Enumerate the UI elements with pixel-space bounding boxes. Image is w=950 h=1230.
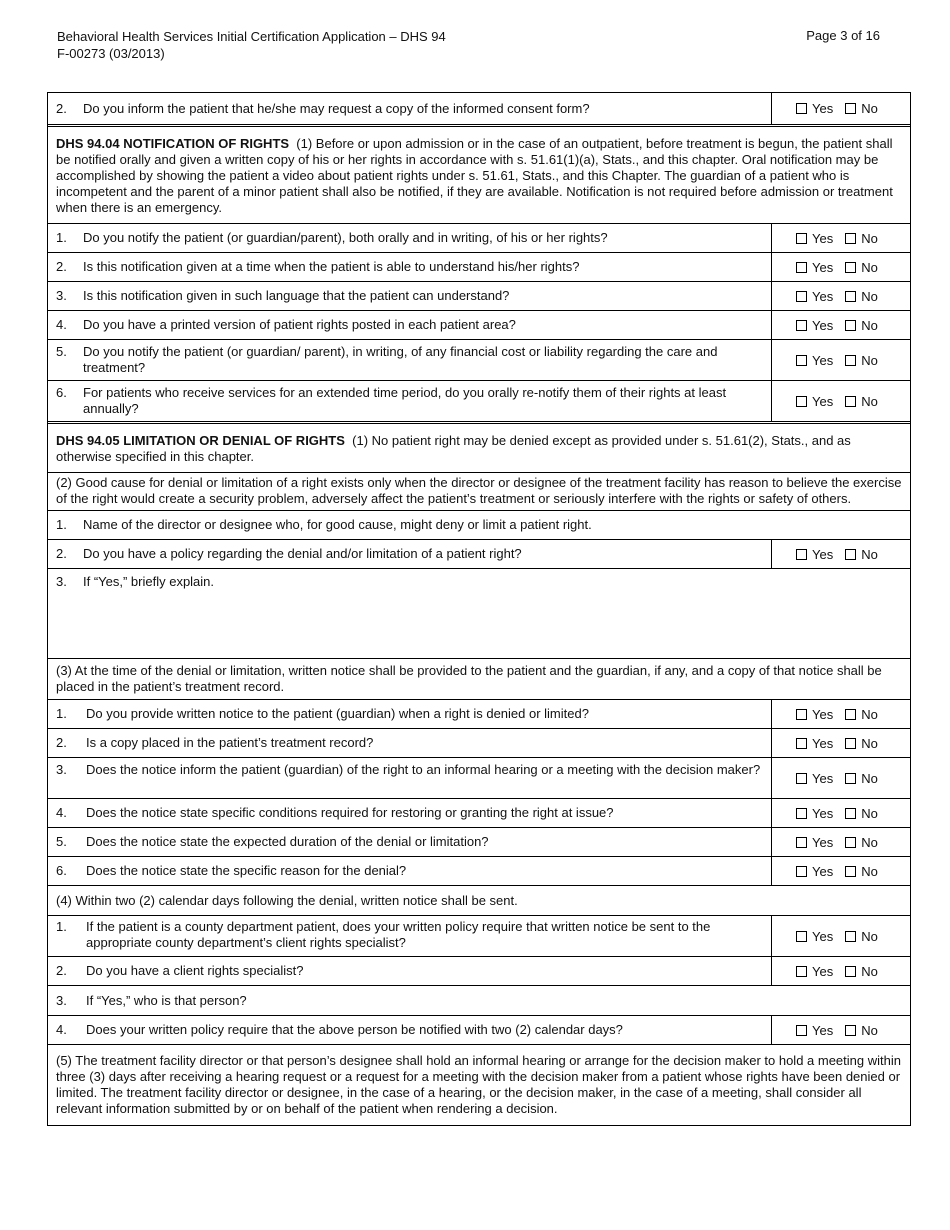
no-checkbox[interactable] xyxy=(845,396,856,407)
no-checkbox[interactable] xyxy=(845,773,856,784)
yes-checkbox[interactable] xyxy=(796,837,807,848)
page-header xyxy=(57,28,446,62)
no-option[interactable]: No xyxy=(845,231,878,246)
no-checkbox[interactable] xyxy=(845,1025,856,1036)
no-checkbox[interactable] xyxy=(845,738,856,749)
no-checkbox[interactable] xyxy=(845,549,856,560)
section-intro: DHS 94.04 NOTIFICATION OF RIGHTS (1) Before or upon admission or in the case of an outpatient, before treatment is begun, the patient shall be notified orally and given a written copy of his or her rights in accordance with s. 51.61(1)(a), Stats., and this chapter. Oral notification may be accomplished by showing the patient a video about patient rights under s. 51.61, Stats., and this Chapter. The guardian of a patient who is incompetent and the parent of a minor patient shall also be notified, if they are available. Notification is not required before admission or treatment when there is an emergency. xyxy=(48,127,910,224)
yes-no-cell xyxy=(771,93,910,124)
page-number: Page 3 of 16 xyxy=(806,28,880,43)
paragraph-row: (3) At the time of the denial or limitation, written notice shall be provided to the patient and the guardian, if any, and a copy of that notice shall be placed in the patient’s treatment record. xyxy=(48,659,910,700)
yes-checkbox[interactable] xyxy=(796,233,807,244)
yes-option[interactable]: Yes xyxy=(796,707,833,722)
question-row: 2. Is a copy placed in the patient’s treatment record? Yes No xyxy=(48,729,910,758)
question-row: 6. For patients who receive services for an extended time period, do you orally re-notify them of their rights at least annually? Yes No xyxy=(48,381,910,424)
paragraph-row: (2) Good cause for denial or limitation of a right exists only when the director or designee of the treatment facility has reason to believe the exercise of the right would create a security problem, adversely affect the patient’s treatment or seriously interfere with the rights or safety of others. xyxy=(48,473,910,511)
no-option[interactable]: No xyxy=(845,929,878,944)
yes-option[interactable]: Yes xyxy=(796,231,833,246)
no-checkbox[interactable] xyxy=(845,808,856,819)
no-checkbox[interactable] xyxy=(845,355,856,366)
question-row: 1. Do you provide written notice to the patient (guardian) when a right is denied or limited? Yes No xyxy=(48,700,910,729)
yes-option[interactable]: Yes xyxy=(796,771,833,786)
yes-option[interactable]: Yes xyxy=(796,864,833,879)
no-option[interactable]: No xyxy=(845,353,878,368)
question-row: 6. Does the notice state the specific reason for the denial? Yes No xyxy=(48,857,910,886)
yes-option[interactable]: Yes xyxy=(796,101,833,116)
no-checkbox[interactable] xyxy=(845,966,856,977)
no-option[interactable]: No xyxy=(845,964,878,979)
yes-checkbox[interactable] xyxy=(796,320,807,331)
no-checkbox[interactable] xyxy=(845,291,856,302)
yes-option[interactable]: Yes xyxy=(796,964,833,979)
yes-checkbox[interactable] xyxy=(796,262,807,273)
yes-checkbox[interactable] xyxy=(796,355,807,366)
yes-checkbox[interactable] xyxy=(796,773,807,784)
question-row: 5. Do you notify the patient (or guardian/ parent), in writing, of any financial cost or liability regarding the care and treatment? Yes No xyxy=(48,340,910,381)
yes-option[interactable]: Yes xyxy=(796,260,833,275)
question-row: 3. Is this notification given in such language that the patient can understand? Yes No xyxy=(48,282,910,311)
no-option[interactable]: No xyxy=(845,806,878,821)
yes-option[interactable]: Yes xyxy=(796,1023,833,1038)
question-row: 5. Does the notice state the expected duration of the denial or limitation? Yes No xyxy=(48,828,910,857)
no-checkbox[interactable] xyxy=(845,262,856,273)
no-option[interactable]: No xyxy=(845,771,878,786)
yes-checkbox[interactable] xyxy=(796,866,807,877)
no-option[interactable]: No xyxy=(845,707,878,722)
form-table xyxy=(47,92,911,1126)
no-option[interactable]: No xyxy=(845,101,878,116)
yes-option[interactable]: Yes xyxy=(796,318,833,333)
no-checkbox[interactable] xyxy=(845,837,856,848)
yes-option[interactable]: Yes xyxy=(796,929,833,944)
question-row: 1. If the patient is a county department patient, does your written policy require that written notice be sent to the appropriate county department’s client rights specialist? Yes No xyxy=(48,916,910,957)
question-row: 1. Name of the director or designee who, for good cause, might deny or limit a patient right. xyxy=(48,511,910,540)
yes-option[interactable]: Yes xyxy=(796,547,833,562)
yes-checkbox[interactable] xyxy=(796,808,807,819)
question-row: 2. Is this notification given at a time when the patient is able to understand his/her rights? Yes No xyxy=(48,253,910,282)
question-row: 4. Does your written policy require that the above person be notified with two (2) calendar days? Yes No xyxy=(48,1016,910,1045)
question-row: 2. Do you have a policy regarding the denial and/or limitation of a patient right? Yes No xyxy=(48,540,910,569)
yes-option[interactable]: Yes xyxy=(796,289,833,304)
section-intro: DHS 94.05 LIMITATION OR DENIAL OF RIGHTS (1) No patient right may be denied except as provided under s. 51.61(2), Stats., and as otherwise specified in this chapter. xyxy=(48,424,910,473)
yes-option[interactable]: Yes xyxy=(796,394,833,409)
paragraph-row: (5) The treatment facility director or that person’s designee shall hold an informal hearing or arrange for the decision maker to hold a meeting within three (3) days after receiving a hearing request or a request for a meeting with the decision maker from a patient whose rights have been denied or limited. The treatment facility director or designee, in the case of a hearing, or the decision maker, in the case of a meeting, shall consider all relevant information submitted by or on behalf of the patient when rendering a decision. xyxy=(48,1045,910,1126)
no-checkbox[interactable] xyxy=(845,931,856,942)
yes-checkbox[interactable] xyxy=(796,103,807,114)
yes-option[interactable]: Yes xyxy=(796,353,833,368)
question-row: 2. Do you inform the patient that he/she may request a copy of the informed consent form? Yes No xyxy=(48,93,910,127)
no-option[interactable]: No xyxy=(845,835,878,850)
no-checkbox[interactable] xyxy=(845,320,856,331)
no-checkbox[interactable] xyxy=(845,233,856,244)
yes-checkbox[interactable] xyxy=(796,396,807,407)
no-checkbox[interactable] xyxy=(845,709,856,720)
yes-option[interactable]: Yes xyxy=(796,835,833,850)
yes-checkbox[interactable] xyxy=(796,1025,807,1036)
no-checkbox[interactable] xyxy=(845,103,856,114)
form-number: F-00273 (03/2013) xyxy=(57,46,165,61)
yes-checkbox[interactable] xyxy=(796,549,807,560)
question-row[interactable]: 3. If “Yes,” who is that person? xyxy=(48,986,910,1016)
section-heading: DHS 94.05 LIMITATION OR DENIAL OF RIGHTS xyxy=(56,433,345,448)
question-row: 3. Does the notice inform the patient (guardian) of the right to an informal hearing or a meeting with the decision maker? Yes No xyxy=(48,758,910,799)
yes-checkbox[interactable] xyxy=(796,291,807,302)
no-option[interactable]: No xyxy=(845,547,878,562)
no-option[interactable]: No xyxy=(845,864,878,879)
question-text: Do you inform the patient that he/she may request a copy of the informed consent form? xyxy=(83,100,590,116)
yes-checkbox[interactable] xyxy=(796,931,807,942)
no-option[interactable]: No xyxy=(845,260,878,275)
yes-checkbox[interactable] xyxy=(796,709,807,720)
no-option[interactable]: No xyxy=(845,289,878,304)
section-heading: DHS 94.04 NOTIFICATION OF RIGHTS xyxy=(56,136,290,151)
no-option[interactable]: No xyxy=(845,736,878,751)
explain-row[interactable]: 3. If “Yes,” briefly explain. xyxy=(48,569,910,659)
question-row: 1. Do you notify the patient (or guardian/parent), both orally and in writing, of his or her rights? Yes No xyxy=(48,224,910,253)
no-option[interactable]: No xyxy=(845,318,878,333)
yes-checkbox[interactable] xyxy=(796,738,807,749)
yes-option[interactable]: Yes xyxy=(796,806,833,821)
no-option[interactable]: No xyxy=(845,394,878,409)
question-row: 4. Do you have a printed version of patient rights posted in each patient area? Yes No xyxy=(48,311,910,340)
no-option[interactable]: No xyxy=(845,1023,878,1038)
yes-checkbox[interactable] xyxy=(796,966,807,977)
paragraph-row: (4) Within two (2) calendar days following the denial, written notice shall be sent. xyxy=(48,886,910,916)
no-checkbox[interactable] xyxy=(845,866,856,877)
yes-option[interactable]: Yes xyxy=(796,736,833,751)
form-title: Behavioral Health Services Initial Certification Application – DHS 94 xyxy=(57,29,446,44)
question-row: 4. Does the notice state specific conditions required for restoring or granting the right at issue? Yes No xyxy=(48,799,910,828)
question-row: 2. Do you have a client rights specialist? Yes No xyxy=(48,957,910,986)
